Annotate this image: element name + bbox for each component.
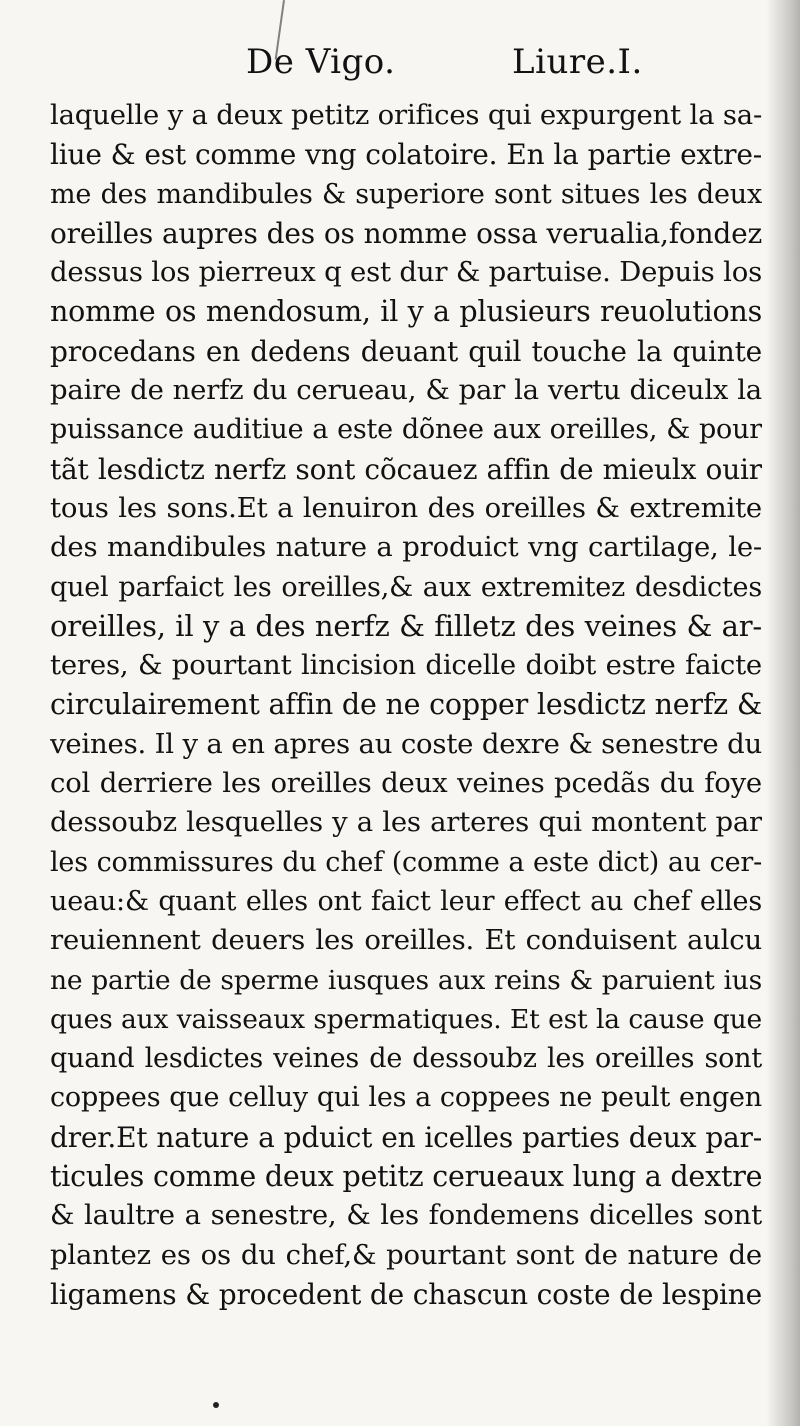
body-text [50,96,762,1314]
ink-dot [213,1402,219,1408]
text-line: plantez es os du chef,& pourtant sont de nature de [50,1238,762,1271]
text-line: quand lesdictes veines de dessoubz les oreilles sont [50,1043,762,1075]
text-line: ne partie de sperme iusques aux reins & paruient ius [50,964,762,996]
text-line: teres, & pourtant lincision dicelle doibt estre faicte [50,649,762,682]
text-line: coppees que celluy qui les a coppees ne peult engen [50,1082,762,1114]
text-line: col derriere les oreilles deux veines pcedãs du foye [50,767,762,800]
text-line: dessoubz lesquelles y a les arteres qui montent par [50,806,762,839]
text-line: dessus los pierreux q est dur & partuise. Depuis los [50,256,762,289]
text-line: tãt lesdictz nerfz sont cõcauez affin de mieulx ouir [50,452,762,486]
running-title: De Vigo. [246,42,396,82]
text-line: liue & est comme vng colatoire. En la partie extre- [50,138,762,172]
text-line: veines. Il y a en apres au coste dexre & senestre du [50,727,762,760]
text-line: paire de nerfz du cerueau, & par la vertu diceulx la [50,374,762,407]
text-line: drer.Et nature a pduict en icelles parties deux par- [50,1120,762,1154]
text-line: oreilles aupres des os nomme ossa verualia,fondez [50,216,762,250]
text-line: & laultre a senestre, & les fondemens dicelles sont [50,1199,762,1232]
text-line: ligamens & procedent de chascun coste de lespine [50,1277,762,1311]
text-line: reuiennent deuers les oreilles. Et conduisent aulcu [50,924,762,957]
book-label: Liure.I. [512,42,643,82]
page-header [0,40,800,90]
text-line: oreilles, il y a des nerfz & filletz des veines & ar- [50,608,762,643]
text-line: quel parfaict les oreilles,& aux extremitez desdictes [50,571,762,603]
text-line: ques aux vaisseaux spermatiques. Et est la cause que [50,1003,762,1035]
text-line: me des mandibules & superiore sont situes les deux [50,178,762,210]
text-line: des mandibules nature a produict vng cartilage, le- [50,531,762,564]
binding-shadow [766,0,800,1426]
text-line: ticules comme deux petitz cerueaux lung a dextre [50,1160,762,1194]
text-line: nomme os mendosum, il y a plusieurs reuolutions [50,295,762,329]
text-line: puissance auditiue a este dõnee aux oreilles, & pour [50,414,762,446]
text-line: procedans en dedens deuant quil touche la quinte [50,334,762,368]
text-line: circulairement affin de ne copper lesdictz nerfz & [50,688,762,722]
text-line: tous les sons.Et a lenuiron des oreilles & extremite [50,491,762,524]
text-line: les commissures du chef (comme a este dict) au cer- [50,846,762,878]
text-line: ueau:& quant elles ont faict leur effect au chef elles [50,885,762,917]
text-line: laquelle y a deux petitz orifices qui expurgent la sa- [50,99,762,131]
